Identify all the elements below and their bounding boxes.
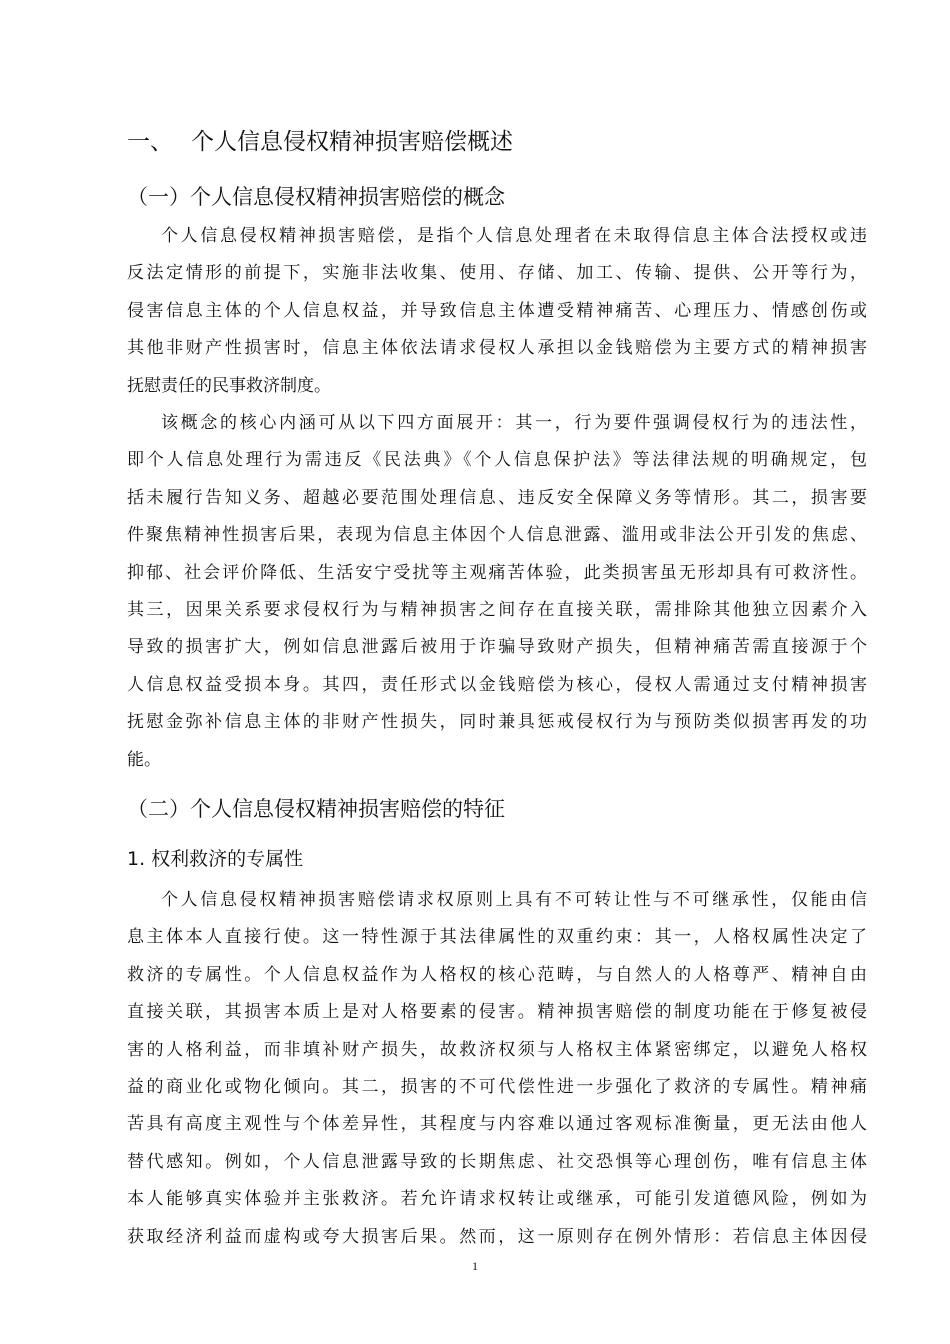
text-line: 其三，因果关系要求侵权行为与精神损害之间存在直接关联，需排除其他独立因素介入 (127, 599, 867, 620)
text-line: 抑郁、社会评价降低、生活安宁受扰等主观痛苦体验，此类损害虽无形却具有可救济性。 (127, 562, 867, 583)
text-line: 件聚焦精神性损害后果，表现为信息主体因个人信息泄露、滥用或非法公开引发的焦虑、 (127, 525, 867, 546)
text-line: 反法定情形的前提下，实施非法收集、使用、存储、加工、传输、提供、公开等行为， (127, 263, 867, 284)
text-line: 益的商业化或物化倾向。其二，损害的不可代偿性进一步强化了救济的专属性。精神痛 (127, 1076, 867, 1097)
text-line: 抚慰责任的民事救济制度。 (127, 375, 331, 396)
paragraph-definition (127, 218, 867, 405)
text-line: 苦具有高度主观性与个体差异性，其程度与内容难以通过客观标准衡量，更无法由他人 (127, 1114, 867, 1135)
text-line: 个人信息侵权精神损害赔偿，是指个人信息处理者在未取得信息主体合法授权或违 (161, 226, 867, 246)
text-line: 该概念的核心内涵可从以下四方面展开：其一，行为要件强调侵权行为的违法性， (161, 413, 867, 433)
text-line: 救济的专属性。个人信息权益作为人格权的核心范畴，与自然人的人格尊严、精神自由 (127, 964, 867, 985)
chapter-title: 个人信息侵权精神损害赔偿概述 (191, 129, 513, 155)
text-line: 本人能够真实体验并主张救济。若允许请求权转让或继承，可能引发道德风险，例如为 (127, 1189, 867, 1210)
text-line: 获取经济利益而虚构或夸大损害后果。然而，这一原则存在例外情形：若信息主体因侵 (127, 1226, 867, 1247)
section-heading-features: （二）个人信息侵权精神损害赔偿的特征 (127, 797, 505, 821)
text-line: 即个人信息处理行为需违反《民法典》《个人信息保护法》等法律法规的明确规定，包 (127, 450, 867, 471)
text-line: 抚慰金弥补信息主体的非财产性损失，同时兼具惩戒侵权行为与预防类似损害再发的功 (127, 712, 867, 733)
chapter-number: 一、 (127, 129, 173, 155)
text-line: 括未履行告知义务、超越必要范围处理信息、违反安全保障义务等情形。其二，损害要 (127, 487, 867, 508)
paragraph-exclusivity (127, 882, 867, 1256)
text-line: 人信息权益受损本身。其四，责任形式以金钱赔偿为核心，侵权人需通过支付精神损害 (127, 674, 867, 695)
text-line: 害的人格利益，而非填补财产损失，故救济权须与人格权主体紧密绑定，以避免人格权 (127, 1039, 867, 1060)
text-line: 直接关联，其损害本质上是对人格要素的侵害。精神损害赔偿的制度功能在于修复被侵 (127, 1002, 867, 1023)
text-line: 能。 (127, 749, 161, 770)
text-line: 息主体本人直接行使。这一特性源于其法律属性的双重约束：其一，人格权属性决定了 (127, 927, 867, 948)
text-line: 个人信息侵权精神损害赔偿请求权原则上具有不可转让性与不可继承性，仅能由信 (161, 890, 867, 910)
chapter-heading (127, 122, 847, 162)
paragraph-core-connotation (127, 405, 867, 779)
subsection-heading-exclusivity: 1. 权利救济的专属性 (127, 848, 304, 870)
section-heading-concept: （一）个人信息侵权精神损害赔偿的概念 (127, 185, 505, 209)
text-line: 其他非财产性损害时，信息主体依法请求侵权人承担以金钱赔偿为主要方式的精神损害 (127, 338, 867, 359)
text-line: 替代感知。例如，个人信息泄露导致的长期焦虑、社交恐惧等心理创伤，唯有信息主体 (127, 1151, 867, 1172)
text-line: 侵害信息主体的个人信息权益，并导致信息主体遭受精神痛苦、心理压力、情感创伤或 (127, 300, 867, 321)
text-line: 导致的损害扩大，例如信息泄露后被用于诈骗导致财产损失，但精神痛苦需直接源于个 (127, 637, 867, 658)
page-number: 1 (472, 1259, 478, 1273)
